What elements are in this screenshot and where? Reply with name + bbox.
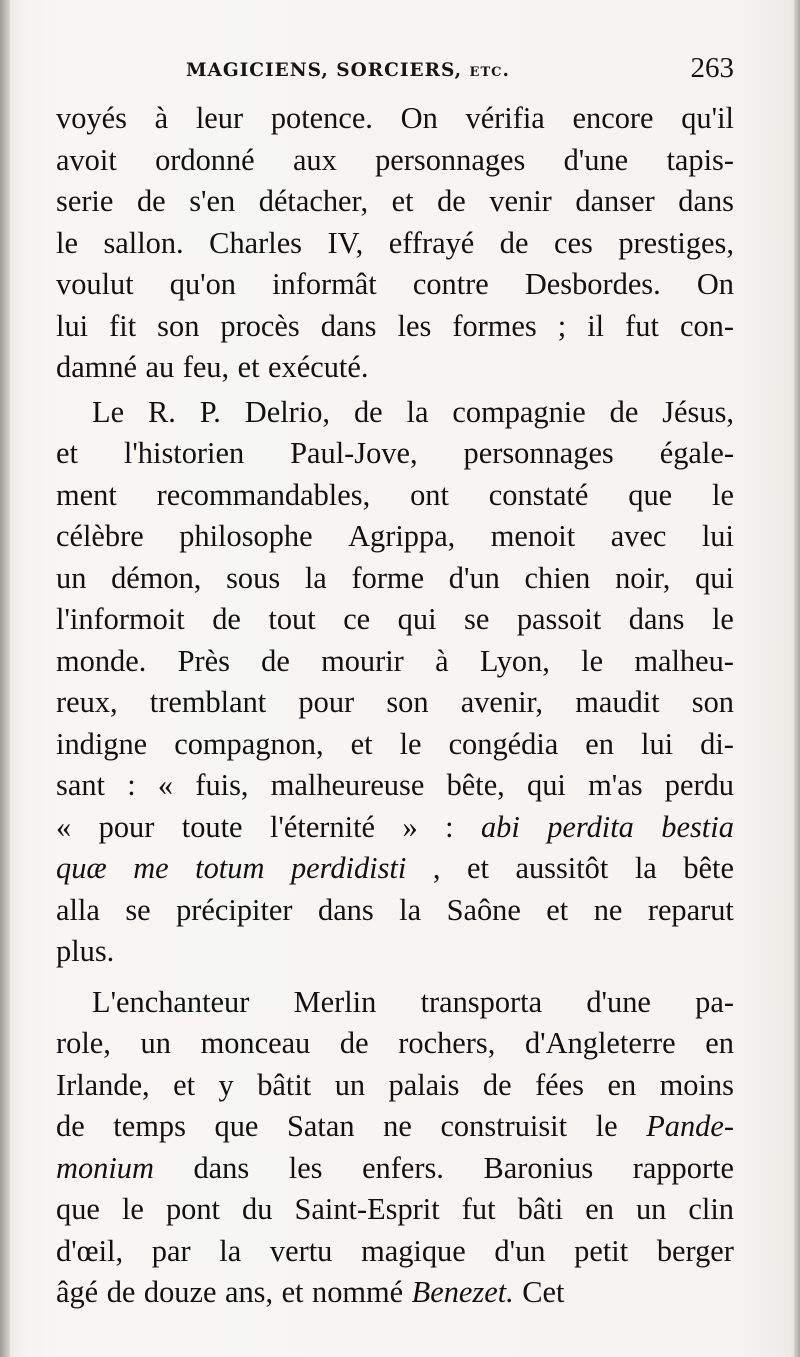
word: alla (56, 892, 100, 927)
word: berger (656, 1233, 734, 1268)
word: nommé (312, 1275, 404, 1309)
word: détacher, (258, 184, 369, 218)
word: bâti (517, 1192, 564, 1226)
text-line (56, 140, 734, 182)
word: totum (195, 851, 265, 885)
word: » (402, 809, 418, 844)
word: d'un (494, 1233, 546, 1268)
word: dans (678, 184, 734, 218)
word: son (691, 685, 734, 719)
word: l'informoit (56, 602, 185, 636)
text-line (56, 98, 734, 140)
text-line (56, 682, 734, 724)
word: leur (195, 101, 244, 135)
word: les (288, 1150, 323, 1185)
word: serie (56, 184, 114, 218)
word: égale- (659, 436, 734, 470)
word: de (56, 1109, 85, 1143)
word: compagnie (452, 394, 586, 429)
word: perdidisti (290, 851, 407, 885)
word: sant (56, 768, 105, 802)
word: de (437, 184, 466, 218)
text-line (56, 982, 734, 1024)
word: dans (628, 602, 685, 636)
word: potence. (270, 101, 373, 135)
word: me (133, 851, 169, 885)
word: douze (143, 1275, 217, 1309)
word: R. (147, 394, 176, 429)
word: ces (554, 225, 593, 260)
word: tout (268, 602, 316, 636)
text-line (56, 765, 734, 807)
word: âgé (56, 1275, 99, 1309)
word: son (386, 685, 429, 719)
word: palais (388, 1067, 460, 1102)
text-line (56, 264, 734, 306)
running-head: MAGICIENS, SORCIERS, etc. (186, 60, 510, 81)
word: role, (56, 1026, 111, 1060)
word: dans (320, 308, 377, 343)
word: « (56, 809, 72, 844)
word: Paul-Jove, (290, 436, 418, 470)
word: rochers, (398, 1026, 496, 1060)
word: fut (625, 308, 659, 343)
word: ; (557, 308, 567, 343)
word: informât (272, 267, 377, 301)
word: un (140, 1026, 171, 1060)
word: magique (361, 1233, 466, 1268)
word: ont (410, 477, 449, 512)
word: pa- (695, 984, 734, 1019)
body-text (56, 98, 734, 1314)
word: en (585, 1192, 614, 1226)
word: et (173, 1067, 196, 1102)
text-line (56, 1106, 734, 1148)
word: la (219, 1233, 242, 1268)
word: toute (181, 809, 243, 844)
word: con- (679, 308, 734, 343)
text-line (56, 641, 734, 683)
word: maudit (575, 685, 660, 719)
text-line (56, 1231, 734, 1273)
word: ne (593, 892, 623, 927)
word: ans, (224, 1275, 274, 1309)
word: quæ (56, 851, 107, 885)
word: d'une (563, 142, 629, 177)
word: rapporte (632, 1150, 734, 1185)
text-line (56, 1148, 734, 1190)
word: dans (318, 892, 374, 927)
word: que (56, 1192, 100, 1226)
text-line (56, 1065, 734, 1107)
text-line (56, 599, 734, 641)
word: venir (489, 184, 552, 218)
word: les (397, 308, 432, 343)
text-line (56, 347, 734, 389)
word: précipiter (176, 892, 293, 927)
word: de (261, 643, 290, 678)
word: à (435, 643, 449, 678)
word: le (399, 726, 422, 761)
word: L'enchanteur (92, 984, 250, 1019)
word: et (391, 184, 414, 218)
word: personnages (463, 436, 614, 470)
word: clin (688, 1192, 734, 1226)
word: forme (351, 560, 425, 595)
word: tremblant (149, 685, 267, 719)
word: la (399, 892, 422, 927)
word: formes (452, 308, 537, 343)
word: : (445, 809, 454, 844)
word: s'en (189, 184, 236, 218)
word: Pande- (646, 1109, 734, 1143)
word: recommandables, (156, 477, 371, 512)
word: et (237, 350, 260, 384)
word: passoit (516, 602, 602, 636)
word: de (136, 184, 166, 218)
text-line (56, 890, 734, 932)
word: bête (683, 851, 734, 885)
word: monde. (56, 643, 147, 678)
word: il (587, 308, 605, 343)
word: que (214, 1109, 259, 1143)
word: qui (695, 560, 734, 595)
paragraph (56, 982, 734, 1314)
word: lui (641, 726, 674, 761)
word: bâtit (257, 1067, 312, 1102)
word: Charles (209, 225, 303, 260)
word: ment (56, 477, 117, 512)
word: reparut (647, 892, 734, 927)
word: fuis, (195, 768, 249, 802)
word: de (212, 602, 241, 636)
word: à (154, 101, 169, 135)
word: encore (572, 101, 654, 135)
word: que (628, 477, 673, 512)
word: fit (109, 308, 137, 343)
word: sallon. (103, 225, 184, 260)
word: fées (535, 1067, 584, 1102)
word: Desbordes. (524, 267, 661, 301)
word: Près (177, 643, 230, 678)
word: le (595, 1109, 618, 1143)
word: moins (659, 1067, 734, 1102)
word: Benezet. (411, 1275, 514, 1309)
word: qui (527, 768, 566, 802)
word: : (127, 768, 136, 802)
word: au (145, 350, 175, 384)
word: aux (292, 142, 337, 177)
text-line (56, 1023, 734, 1065)
word: exécuté. (268, 350, 369, 384)
word: On (696, 267, 734, 301)
word: Baronius (483, 1150, 594, 1185)
word: un (635, 1192, 667, 1226)
word: pour (98, 809, 155, 844)
word: « (157, 768, 174, 802)
word: Satan (287, 1109, 355, 1143)
word: damné (56, 350, 138, 384)
word: monium (56, 1150, 154, 1185)
word: de (482, 1067, 512, 1102)
word: temps (113, 1109, 186, 1143)
word: vertu (269, 1233, 333, 1268)
word: Irlande, (56, 1067, 150, 1102)
word: congédia (448, 726, 559, 761)
word: avec (610, 519, 667, 553)
paragraph (56, 392, 734, 973)
word: se (464, 602, 490, 636)
paragraph-gap (56, 973, 734, 982)
word: noir, (615, 560, 671, 595)
word: Saint-Esprit (294, 1192, 440, 1226)
word: d'une (586, 984, 651, 1019)
word: du (242, 1192, 273, 1226)
page-gutter-shadow (0, 0, 10, 1357)
word: indigne (56, 726, 148, 761)
word: , (432, 851, 441, 885)
word: plus. (56, 934, 115, 968)
word: de (353, 394, 383, 429)
word: ce (343, 602, 371, 636)
word: l'historien (123, 436, 245, 470)
word: vérifia (465, 101, 545, 135)
text-line (56, 724, 734, 766)
word: Saône (446, 892, 521, 927)
word: petit (574, 1233, 629, 1268)
word: enfers. (362, 1150, 444, 1185)
word: d'un (448, 560, 500, 595)
word: abi (480, 809, 520, 844)
word: mourir (321, 643, 404, 678)
word: le (56, 225, 78, 260)
word: en (705, 1026, 734, 1060)
word: transporta (420, 984, 543, 1019)
word: et (56, 436, 78, 470)
text-line (56, 516, 734, 558)
word: le (712, 477, 734, 512)
word: de (609, 394, 639, 429)
word: sous (226, 560, 281, 595)
word: voyés (56, 101, 127, 135)
word: danser (575, 184, 655, 218)
word: et (466, 851, 489, 885)
paragraph (56, 98, 734, 389)
word: la (406, 394, 429, 429)
word: et (281, 1275, 304, 1309)
word: le (711, 602, 734, 636)
text-line (56, 392, 734, 434)
word: y (218, 1067, 234, 1102)
text-line (56, 433, 734, 475)
word: avoit (56, 142, 117, 177)
word: le (581, 643, 604, 678)
word: dans (193, 1150, 250, 1185)
word: qu'il (681, 101, 734, 135)
word: Le (92, 394, 125, 429)
word: en (585, 726, 614, 761)
word: procès (220, 308, 300, 343)
word: son (157, 308, 200, 343)
word: la (304, 560, 327, 595)
word: lui (56, 308, 89, 343)
page-number: 263 (690, 52, 734, 84)
text-line (56, 807, 734, 849)
word: pour (298, 685, 355, 719)
word: de (499, 225, 529, 260)
word: de (339, 1026, 369, 1060)
word: On (400, 101, 438, 135)
word: un (334, 1067, 366, 1102)
word: IV, (327, 225, 364, 260)
word: qui (397, 602, 437, 636)
word: bête, (446, 768, 505, 802)
word: effrayé (388, 225, 475, 260)
page-edge-shadow (794, 0, 800, 1357)
text-line (56, 223, 734, 265)
word: lui (701, 519, 734, 553)
text-line (56, 931, 734, 973)
word: voulut (56, 267, 134, 301)
text-line (56, 306, 734, 348)
word: ne (383, 1109, 412, 1143)
word: construisit (440, 1109, 568, 1143)
word: compagnon, (174, 726, 324, 761)
word: constaté (488, 477, 589, 512)
word: fut (461, 1192, 496, 1226)
text-line (56, 1272, 734, 1314)
text-line (56, 848, 734, 890)
word: et (350, 726, 373, 761)
page-header (186, 52, 734, 92)
text-line (56, 558, 734, 600)
word: Agrippa, (348, 519, 456, 553)
word: Cet (522, 1275, 565, 1309)
word: bestia (661, 809, 734, 844)
word: malheu- (634, 643, 734, 678)
word: feu, (182, 350, 230, 384)
word: pont (165, 1192, 220, 1226)
word: chien (524, 560, 591, 595)
word: reux, (56, 685, 118, 719)
word: Lyon, (479, 643, 550, 678)
word: m'as (588, 768, 643, 802)
word: la (634, 851, 657, 885)
word: Jésus, (662, 394, 734, 429)
word: malheureuse (270, 768, 425, 802)
word: démon, (111, 560, 202, 595)
word: se (125, 892, 151, 927)
word: un (56, 560, 87, 595)
text-line (56, 1189, 734, 1231)
word: menoit (490, 519, 576, 553)
word: en (607, 1067, 637, 1102)
word: philosophe (179, 519, 313, 553)
word: perdu (664, 768, 734, 802)
word: l'éternité (269, 809, 376, 844)
word: di- (700, 726, 734, 761)
word: prestiges, (618, 225, 734, 260)
word: ordonné (155, 142, 255, 177)
word: P. (199, 394, 221, 429)
word: avenir, (460, 685, 544, 719)
word: personnages (375, 142, 526, 177)
word: aussitôt (515, 851, 609, 885)
word: Merlin (293, 984, 377, 1019)
word: contre (412, 267, 489, 301)
word: le (121, 1192, 144, 1226)
word: d'Angleterre (524, 1026, 676, 1060)
word: monceau (200, 1026, 311, 1060)
word: célèbre (56, 519, 144, 553)
text-line (56, 181, 734, 223)
word: d'œil, (56, 1233, 124, 1268)
word: qu'on (169, 267, 237, 301)
word: tapis- (666, 142, 734, 177)
word: de (106, 1275, 136, 1309)
word: Delrio, (244, 394, 331, 429)
word: perdita (547, 809, 634, 844)
word: et (546, 892, 569, 927)
word: par (151, 1233, 191, 1268)
text-line (56, 475, 734, 517)
